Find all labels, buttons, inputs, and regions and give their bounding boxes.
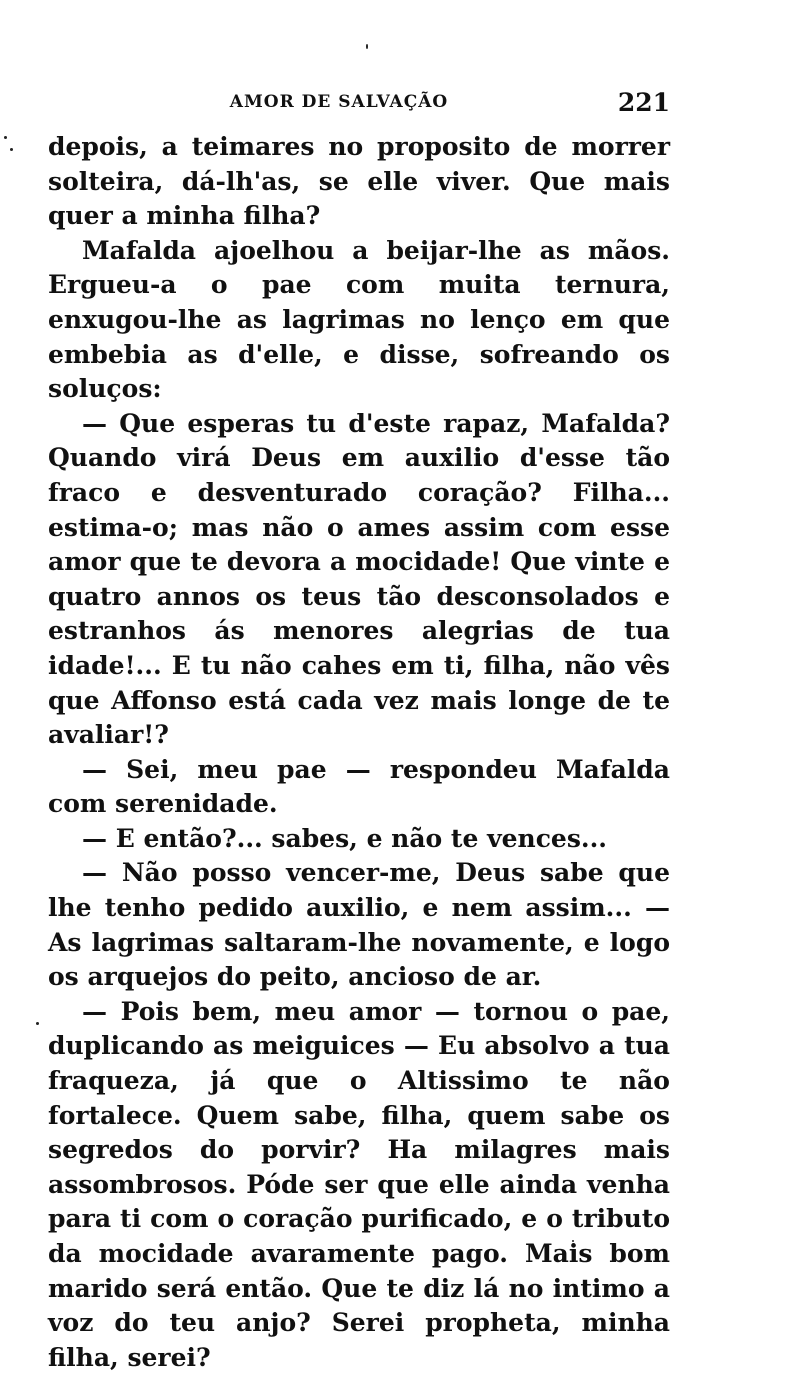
paragraph: — Não posso vencer-me, Deus sabe que lhe tenho pedido auxilio, e nem assim... — As lagrimas saltaram-lhe novamente, e logo os arquejos do peito, ancioso de ar.: [48, 858, 670, 992]
paragraph: — Que esperas tu d'este rapaz, Mafalda? Quando virá Deus em auxilio d'esse tão fraco e desventurado coração? Filha... estima-o; mas não o ames assim com esse amor que te devora a mocidade! Que vinte e quatro annos os teus tão desconsolados e estranhos ás menores alegrias de tua idade!... E tu não cahes em ti, filha, não vês que Affonso está cada vez mais longe de te avaliar!?: [48, 408, 670, 750]
page-number: 221: [617, 88, 670, 117]
paragraph: — Sei, meu pae — respondeu Mafalda com serenidade.: [48, 754, 670, 819]
ink-speck: [10, 148, 13, 151]
ink-speck: [4, 136, 7, 139]
paragraph: Mafalda ajoelhou a beijar-lhe as mãos. Ergueu-a o pae com muita ternura, enxugou-lhe as lagrimas no lenço em que embebia as d'elle, e disse, sofreando os soluços:: [48, 235, 670, 404]
running-title: AMOR DE SALVAÇÃO: [229, 92, 449, 112]
paragraph: — Pois bem, meu amor — tornou o pae, duplicando as meiguices — Eu absolvo a tua fraqueza, já que o Altissimo te não fortalece. Quem sabe, filha, quem sabe os segredos do porvir? Ha milagres mais assombrosos. Póde ser que elle ainda venha para ti com o coração purificado, e o tributo da mocidade avaramente pago. Mais bom marido será então. Que te diz lá no intimo a voz do teu anjo? Serei propheta, minha filha, serei?: [48, 996, 670, 1372]
body-text: [48, 130, 670, 1375]
paragraph: depois, a teimares no proposito de morrer solteira, dá-lh'as, se elle viver. Que mais quer a minha filha?: [48, 132, 670, 231]
paragraph: — E então?... sabes, e não te vences...: [82, 823, 608, 853]
running-head: [48, 88, 670, 120]
ink-speck: [366, 44, 368, 49]
ink-speck: [36, 1022, 39, 1025]
